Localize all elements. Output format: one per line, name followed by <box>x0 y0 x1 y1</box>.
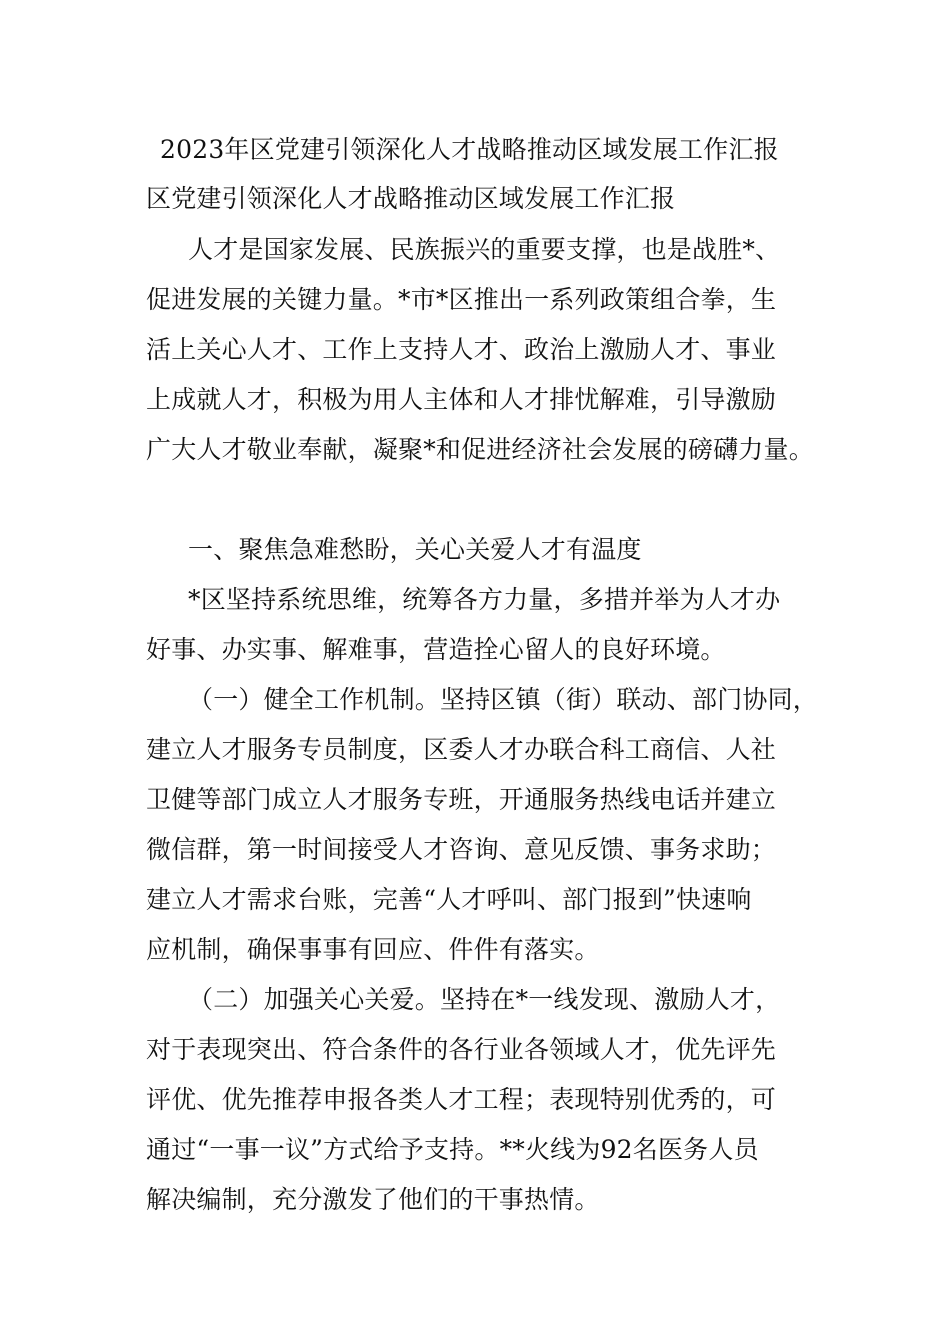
item1-line: 建立人才需求台账，完善“人才呼叫、部门报到”快速响 <box>146 885 752 914</box>
section-heading: 一、聚焦急难愁盼，关心关爱人才有温度 <box>188 535 642 564</box>
item1-line: （一）健全工作机制。坚持区镇（街）联动、部门协同， <box>188 685 819 714</box>
intro-line: 促进发展的关键力量。*市*区推出一系列政策组合拳，生 <box>146 285 777 314</box>
intro-line: 人才是国家发展、民族振兴的重要支撑，也是战胜*、 <box>188 235 781 264</box>
item1-line: 卫健等部门成立人才服务专班，开通服务热线电话并建立 <box>146 785 777 814</box>
document-subtitle: 区党建引领深化人才战略推动区域发展工作汇报 <box>146 184 676 213</box>
item2-line: 解决编制，充分激发了他们的干事热情。 <box>146 1185 600 1214</box>
intro-line: 广大人才敬业奉献，凝聚*和促进经济社会发展的磅礴力量。 <box>146 435 814 464</box>
item1-line: 微信群，第一时间接受人才咨询、意见反馈、事务求助； <box>146 835 777 864</box>
item2-line: 评优、优先推荐申报各类人才工程；表现特别优秀的，可 <box>146 1085 777 1114</box>
item2-line: 对于表现突出、符合条件的各行业各领域人才，优先评先 <box>146 1035 777 1064</box>
item1-line: 应机制，确保事事有回应、件件有落实。 <box>146 935 600 964</box>
intro-line: 活上关心人才、工作上支持人才、政治上激励人才、事业 <box>146 335 777 364</box>
item2-line: （二）加强关心关爱。坚持在*一线发现、激励人才， <box>188 985 781 1014</box>
document-title: 2023年区党建引领深化人才战略推动区域发展工作汇报 <box>160 135 779 164</box>
intro-line: 上成就人才，积极为用人主体和人才排忧解难，引导激励 <box>146 385 777 414</box>
item2-line: 通过“一事一议”方式给予支持。**火线为92名医务人员 <box>146 1135 759 1164</box>
section-intro-line: 好事、办实事、解难事，营造拴心留人的良好环境。 <box>146 635 726 664</box>
item1-line: 建立人才服务专员制度，区委人才办联合科工商信、人社 <box>146 735 777 764</box>
section-intro-line: *区坚持系统思维，统筹各方力量，多措并举为人才办 <box>188 585 781 614</box>
